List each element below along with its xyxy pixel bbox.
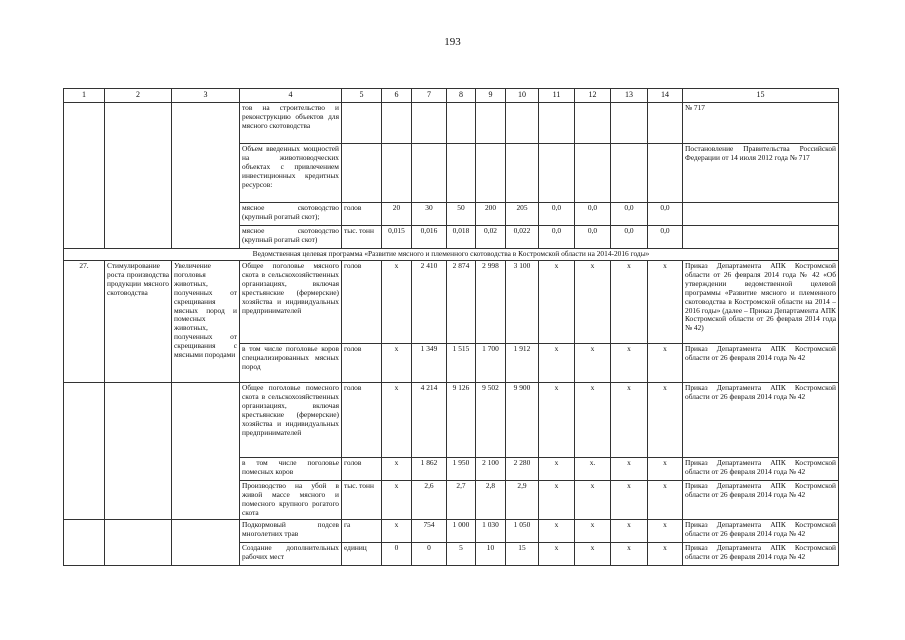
value-cell-8 (447, 103, 476, 144)
header-cell-14: 14 (648, 89, 683, 103)
value-cell-8: 5 (447, 543, 476, 566)
program-title-row (64, 249, 839, 261)
value-cell-7: 0 (412, 543, 447, 566)
value-cell-8: 9 126 (447, 383, 476, 458)
header-cell-2: 2 (105, 89, 172, 103)
indicator-cell: Создание дополнительных рабочих мест (240, 543, 342, 566)
note-cell: № 717 (683, 103, 839, 144)
value-cell-14: 0,0 (648, 203, 683, 226)
unit-cell: га (342, 520, 382, 543)
goal-cell (105, 520, 172, 566)
value-cell-8 (447, 144, 476, 203)
value-cell-6: 0 (382, 543, 412, 566)
unit-cell: единиц (342, 543, 382, 566)
value-cell-7: 1 349 (412, 344, 447, 383)
header-cell-10: 10 (506, 89, 539, 103)
indicator-cell: Общее поголовье помесного скота в сельскохозяйственных организациях, включая крестьянские (фермерские) хозяйства и индивидуальных предпринимателей (240, 383, 342, 458)
value-cell-14: х (648, 481, 683, 520)
value-cell-7: 4 214 (412, 383, 447, 458)
value-cell-10: 3 100 (506, 261, 539, 344)
value-cell-13: х (611, 520, 648, 543)
value-cell-9: 2 998 (476, 261, 506, 344)
value-cell-8: 1 950 (447, 458, 476, 481)
value-cell-9: 1 030 (476, 520, 506, 543)
value-cell-12: х. (575, 458, 611, 481)
value-cell-6: 20 (382, 203, 412, 226)
header-cell-6: 6 (382, 89, 412, 103)
header-cell-7: 7 (412, 89, 447, 103)
indicator-cell: в том числе поголовье коров специализированных мясных пород (240, 344, 342, 383)
value-cell-9: 2,8 (476, 481, 506, 520)
header-cell-13: 13 (611, 89, 648, 103)
value-cell-8: 1 000 (447, 520, 476, 543)
note-cell (683, 226, 839, 249)
value-cell-12 (575, 103, 611, 144)
value-cell-10: 205 (506, 203, 539, 226)
value-cell-10: 9 900 (506, 383, 539, 458)
value-cell-7: 2 410 (412, 261, 447, 344)
value-cell-9: 200 (476, 203, 506, 226)
indicator-cell: в том числе поголовье помесных коров (240, 458, 342, 481)
note-cell: Приказ Департамента АПК Костромской области от 26 февраля 2014 года № 42 (683, 543, 839, 566)
number-cell (64, 103, 105, 249)
note-cell: Приказ Департамента АПК Костромской области от 26 февраля 2014 года № 42 (683, 344, 839, 383)
table-row (64, 103, 839, 144)
value-cell-13: 0,0 (611, 203, 648, 226)
value-cell-14: х (648, 383, 683, 458)
value-cell-13: х (611, 344, 648, 383)
value-cell-12: х (575, 543, 611, 566)
value-cell-9: 2 100 (476, 458, 506, 481)
header-row (64, 89, 839, 103)
value-cell-12: х (575, 383, 611, 458)
value-cell-13: х (611, 383, 648, 458)
note-cell: Постановление Правительства Российской Федерации от 14 июля 2012 года № 717 (683, 144, 839, 203)
value-cell-10: 2 280 (506, 458, 539, 481)
value-cell-7: 2,6 (412, 481, 447, 520)
indicator-cell: мясное скотоводство (крупный рогатый скот) (240, 226, 342, 249)
header-cell-15: 15 (683, 89, 839, 103)
note-cell: Приказ Департамента АПК Костромской области от 26 февраля 2014 года № 42 (683, 481, 839, 520)
note-cell: Приказ Департамента АПК Костромской области от 26 февраля 2014 года № 42 «Об утверждении ведомственной целевой программы «Развитие мясного и племенного скотоводства в Костромской области на 2014 – 2016 годы» (далее – Приказ Департамента АПК Костромской области от 26 февраля 2014 года № 42) (683, 261, 839, 344)
value-cell-12: х (575, 344, 611, 383)
value-cell-10 (506, 144, 539, 203)
value-cell-6: х (382, 458, 412, 481)
note-cell: Приказ Департамента АПК Костромской области от 26 февраля 2014 года № 42 (683, 383, 839, 458)
value-cell-11: х (539, 458, 575, 481)
unit-cell (342, 144, 382, 203)
value-cell-10: 1 912 (506, 344, 539, 383)
value-cell-11: х (539, 261, 575, 344)
value-cell-9: 10 (476, 543, 506, 566)
value-cell-6 (382, 144, 412, 203)
value-cell-11: 0,0 (539, 203, 575, 226)
value-cell-13 (611, 144, 648, 203)
value-cell-13: х (611, 543, 648, 566)
value-cell-9 (476, 144, 506, 203)
header-cell-12: 12 (575, 89, 611, 103)
unit-cell: голов (342, 458, 382, 481)
note-cell: Приказ Департамента АПК Костромской области от 26 февраля 2014 года № 42 (683, 520, 839, 543)
value-cell-6: х (382, 344, 412, 383)
value-cell-14: х (648, 344, 683, 383)
indicator-cell: Подкормовый подсев многолетних трав (240, 520, 342, 543)
table-row (64, 383, 839, 458)
indicator-cell: Общее поголовье мясного скота в сельскохозяйственных организациях, включая крестьянские (фермерские) хозяйства и индивидуальных предпринимателей (240, 261, 342, 344)
value-cell-11: х (539, 344, 575, 383)
value-cell-11: 0,0 (539, 226, 575, 249)
indicator-cell: Объем введенных мощностей на животноводческих объектах с привлечением инвестиционных кредитных ресурсов: (240, 144, 342, 203)
page-number: 193 (444, 36, 461, 48)
goal-cell (105, 383, 172, 520)
indicator-cell: тов на строительство и реконструкцию объектов для мясного скотоводства (240, 103, 342, 144)
table-row (64, 520, 839, 543)
value-cell-14: 0,0 (648, 226, 683, 249)
value-cell-9: 1 700 (476, 344, 506, 383)
value-cell-6: х (382, 261, 412, 344)
header-cell-8: 8 (447, 89, 476, 103)
value-cell-13: х (611, 481, 648, 520)
value-cell-6: х (382, 481, 412, 520)
value-cell-14 (648, 103, 683, 144)
indicator-cell: мясное скотоводство (крупный рогатый скот); (240, 203, 342, 226)
value-cell-10: 0,022 (506, 226, 539, 249)
value-cell-6: 0,015 (382, 226, 412, 249)
value-cell-10: 2,9 (506, 481, 539, 520)
value-cell-6: х (382, 520, 412, 543)
value-cell-7: 0,016 (412, 226, 447, 249)
value-cell-8: 2 874 (447, 261, 476, 344)
value-cell-6: х (382, 383, 412, 458)
value-cell-14: х (648, 543, 683, 566)
note-cell (683, 203, 839, 226)
goal-cell (105, 103, 172, 249)
note-cell: Приказ Департамента АПК Костромской области от 26 февраля 2014 года № 42 (683, 458, 839, 481)
value-cell-10 (506, 103, 539, 144)
unit-cell: голов (342, 203, 382, 226)
value-cell-7: 1 862 (412, 458, 447, 481)
value-cell-11: х (539, 543, 575, 566)
header-cell-3: 3 (172, 89, 240, 103)
value-cell-9 (476, 103, 506, 144)
header-cell-9: 9 (476, 89, 506, 103)
value-cell-6 (382, 103, 412, 144)
value-cell-10: 1 050 (506, 520, 539, 543)
value-cell-13: 0,0 (611, 226, 648, 249)
value-cell-14: х (648, 458, 683, 481)
header-cell-1: 1 (64, 89, 105, 103)
value-cell-9: 9 502 (476, 383, 506, 458)
value-cell-12: 0,0 (575, 226, 611, 249)
unit-cell: тыс. тонн (342, 481, 382, 520)
value-cell-14: х (648, 520, 683, 543)
value-cell-12: х (575, 520, 611, 543)
value-cell-13 (611, 103, 648, 144)
unit-cell: тыс. тонн (342, 226, 382, 249)
value-cell-11: х (539, 520, 575, 543)
measure-cell (172, 103, 240, 249)
measure-cell (172, 383, 240, 520)
value-cell-7: 754 (412, 520, 447, 543)
indicator-cell: Производство на убой в живой массе мясного и помесного крупного рогатого скота (240, 481, 342, 520)
value-cell-12 (575, 144, 611, 203)
item-goal-cell: Стимулирование роста производства продукции мясного скотоводства (105, 261, 172, 383)
value-cell-14: х (648, 261, 683, 344)
value-cell-7 (412, 103, 447, 144)
header-cell-5: 5 (342, 89, 382, 103)
unit-cell: голов (342, 383, 382, 458)
value-cell-13: х (611, 458, 648, 481)
value-cell-12: х (575, 261, 611, 344)
value-cell-12: х (575, 481, 611, 520)
value-cell-12: 0,0 (575, 203, 611, 226)
unit-cell (342, 103, 382, 144)
header-cell-4: 4 (240, 89, 342, 103)
value-cell-7 (412, 144, 447, 203)
value-cell-10: 15 (506, 543, 539, 566)
value-cell-8: 2,7 (447, 481, 476, 520)
value-cell-11: х (539, 481, 575, 520)
value-cell-11 (539, 103, 575, 144)
indicators-table (63, 88, 839, 566)
unit-cell: голов (342, 344, 382, 383)
header-cell-11: 11 (539, 89, 575, 103)
value-cell-11 (539, 144, 575, 203)
number-cell (64, 383, 105, 520)
value-cell-8: 0,018 (447, 226, 476, 249)
value-cell-7: 30 (412, 203, 447, 226)
value-cell-8: 50 (447, 203, 476, 226)
value-cell-11: х (539, 383, 575, 458)
value-cell-8: 1 515 (447, 344, 476, 383)
measure-cell (172, 520, 240, 566)
item-measure-cell: Увеличение поголовья животных, полученных от скрещивания мясных пород и помесных животных, полученных от скрещивания с мясными породами (172, 261, 240, 383)
value-cell-14 (648, 144, 683, 203)
unit-cell: голов (342, 261, 382, 344)
value-cell-9: 0,02 (476, 226, 506, 249)
number-cell (64, 520, 105, 566)
value-cell-13: х (611, 261, 648, 344)
program-title: Ведомственная целевая программа «Развитие мясного и племенного скотоводства в Костромской области на 2014-2016 годы» (64, 249, 839, 261)
table-row (64, 261, 839, 344)
item-number-cell: 27. (64, 261, 105, 383)
